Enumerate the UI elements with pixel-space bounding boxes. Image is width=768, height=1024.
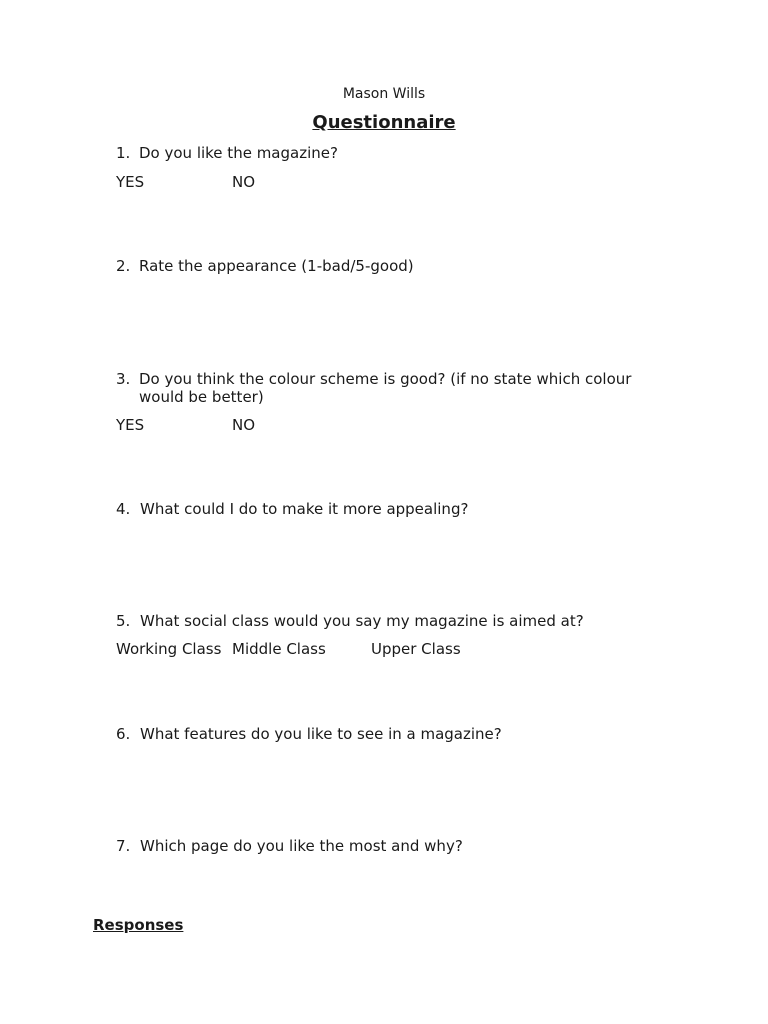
question-number: 5. bbox=[116, 612, 131, 630]
option-yes: YES bbox=[116, 416, 145, 434]
option-no: NO bbox=[232, 173, 256, 191]
option-working-class: Working Class bbox=[116, 640, 222, 658]
question-text: What features do you like to see in a magazine? bbox=[140, 725, 502, 743]
question-text-line-2: would be better) bbox=[139, 388, 264, 406]
question-number: 7. bbox=[116, 837, 131, 855]
question-number: 6. bbox=[116, 725, 131, 743]
option-yes: YES bbox=[116, 173, 145, 191]
question-number: 4. bbox=[116, 500, 131, 518]
question-text: What social class would you say my magazine is aimed at? bbox=[140, 612, 584, 630]
responses-heading: Responses bbox=[93, 916, 184, 934]
question-text-line-1: Do you think the colour scheme is good? (if no state which colour bbox=[139, 370, 632, 388]
document-title: Questionnaire bbox=[312, 112, 456, 133]
option-middle-class: Middle Class bbox=[232, 640, 326, 658]
question-number: 2. bbox=[116, 257, 131, 275]
option-upper-class: Upper Class bbox=[371, 640, 461, 658]
question-text: Do you like the magazine? bbox=[139, 144, 338, 162]
question-text: What could I do to make it more appealing? bbox=[140, 500, 469, 518]
author-name: Mason Wills bbox=[342, 86, 426, 102]
question-text: Which page do you like the most and why? bbox=[140, 837, 463, 855]
question-number: 3. bbox=[116, 370, 131, 388]
question-text: Rate the appearance (1-bad/5-good) bbox=[139, 257, 414, 275]
question-number: 1. bbox=[116, 144, 131, 162]
option-no: NO bbox=[232, 416, 256, 434]
